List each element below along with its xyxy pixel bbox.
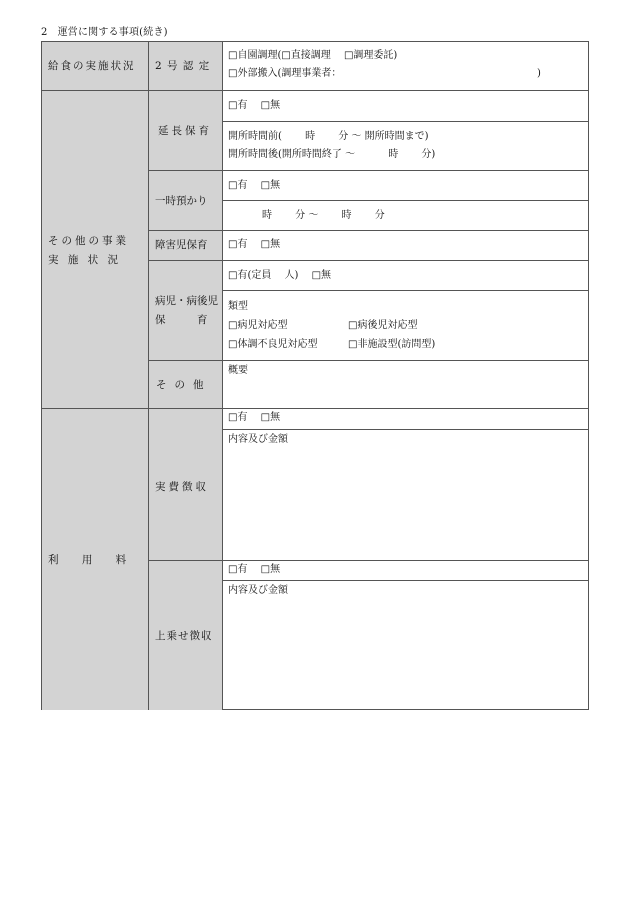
section-title: 運営に関する事項(続き): [57, 27, 168, 38]
temporary-care-choice: □有 □無: [228, 180, 281, 191]
extended-care-time-after: 開所時間後(開所時間終了 ～ 時 分): [228, 149, 436, 160]
surcharge-content-label: 内容及び金額: [228, 585, 288, 596]
divider-actual-inner: [223, 429, 589, 430]
sick-child-care-label: [155, 292, 218, 330]
other-services-label-line2: 実 施 状 況: [48, 254, 122, 266]
divider-row-other: [42, 408, 589, 409]
meal-option-line1: □自園調理(□直接調理 □調理委託): [228, 50, 398, 61]
sick-child-type1: □病児対応型: [228, 320, 288, 331]
sick-child-type3: □体調不良児対応型: [228, 339, 318, 350]
actual-cost-choice: □有 □無: [228, 412, 281, 423]
divider-disabled: [149, 260, 589, 261]
fees-label: 利 用 料: [48, 554, 137, 566]
divider-surcharge-inner: [223, 580, 589, 581]
others-summary-label: 概要: [228, 365, 248, 376]
meal-label: 給食の実施状況: [48, 60, 136, 72]
disabled-care-label: 障害児保育: [155, 239, 208, 251]
divider-v1: [148, 42, 149, 710]
divider-sick: [149, 360, 589, 361]
extended-care-time-before: 開所時間前( 時 分 ～ 開所時間まで): [228, 131, 429, 142]
sick-child-type2: □病後児対応型: [348, 320, 418, 331]
extended-care-label: 延長保育: [158, 125, 212, 137]
divider-actual-cost: [149, 560, 589, 561]
divider-extended-inner: [223, 121, 589, 122]
divider-temporary: [149, 230, 589, 231]
divider-temporary-inner: [223, 200, 589, 201]
section-heading: [41, 23, 168, 38]
divider-sick-inner: [223, 290, 589, 291]
actual-cost-content-label: 内容及び金額: [228, 434, 288, 445]
temporary-care-time: 時 分 ～ 時 分: [262, 210, 385, 221]
other-services-label-line1: その他の事業: [48, 235, 129, 247]
sick-child-care-label-line2: 保 育: [155, 314, 208, 326]
disabled-care-choice: □有 □無: [228, 239, 281, 250]
sick-child-care-choice: □有(定員 人) □無: [228, 270, 332, 281]
meal-option-line2-end: ): [537, 68, 541, 79]
temporary-care-label: 一時預かり: [155, 195, 208, 207]
meal-sublabel: 2 号 認 定: [155, 60, 211, 72]
divider-row-meal: [42, 90, 589, 91]
divider-extended: [149, 170, 589, 171]
actual-cost-label: 実費徴収: [155, 481, 209, 493]
form-table: [41, 41, 589, 710]
extended-care-choice: □有 □無: [228, 100, 281, 111]
other-services-label: [48, 232, 129, 270]
meal-option-line2: □外部搬入(調理事業者：: [228, 68, 342, 79]
others-label: その他: [156, 379, 212, 391]
sick-child-type4: □非施設型(訪問型): [348, 339, 436, 350]
section-number: 2: [41, 27, 48, 38]
surcharge-label: 上乗せ徴収: [155, 630, 213, 642]
sick-child-type-label: 類型: [228, 301, 248, 312]
surcharge-choice: □有 □無: [228, 564, 281, 575]
sick-child-care-label-line1: 病児・病後児: [155, 295, 218, 307]
divider-v2: [222, 42, 223, 710]
